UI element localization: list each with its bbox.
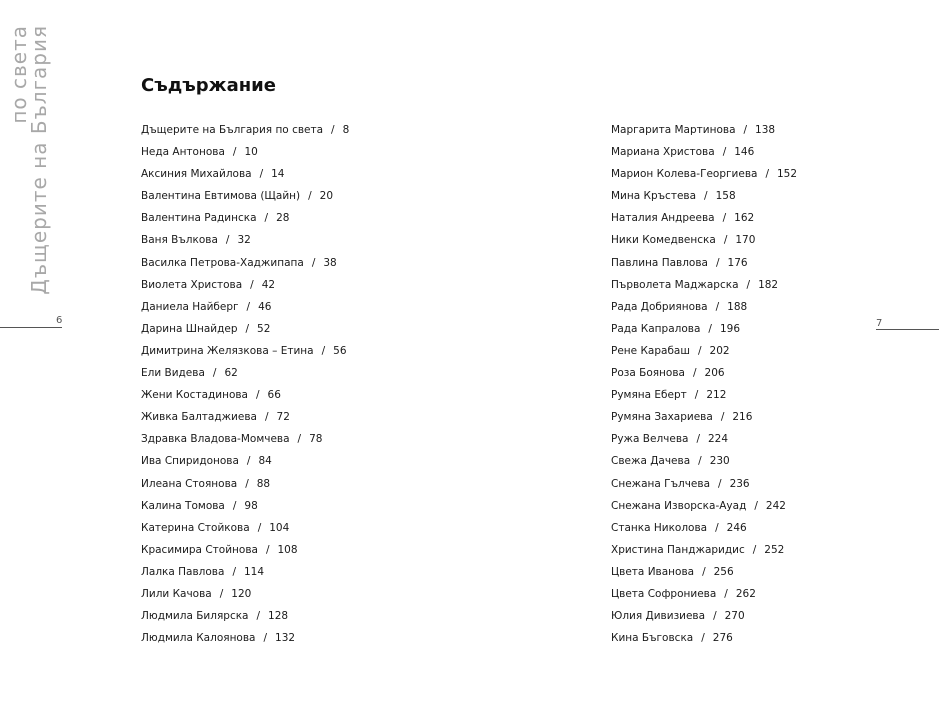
toc-entry-page: 152 [777, 168, 798, 181]
toc-column-right [611, 119, 797, 649]
toc-entry-separator: / [720, 411, 725, 424]
toc-entry [611, 274, 797, 296]
toc-entry [611, 185, 797, 207]
toc-entry-page: 108 [277, 543, 298, 556]
toc-entry-separator: / [232, 499, 237, 512]
toc-entry-page: 62 [224, 367, 238, 380]
toc-entry-name: Румяна Захариева [611, 411, 713, 424]
toc-entry-separator: / [715, 256, 720, 269]
toc-entry-name: Живка Балтаджиева [141, 411, 257, 424]
toc-entry-name: Мариана Христова [611, 146, 715, 159]
toc-entry-separator: / [232, 565, 236, 578]
toc-entry-page: 170 [735, 234, 756, 247]
toc-entry-name: Христина Панджаридис [611, 543, 745, 556]
toc-entry [611, 517, 797, 539]
toc-entry-name: Даниела Найберг [141, 300, 239, 313]
toc-entry-name: Дъщерите на България по света [141, 124, 324, 136]
toc-entry-name: Румяна Еберт [611, 389, 687, 402]
toc-entry-separator: / [264, 212, 269, 225]
toc-entry [611, 318, 797, 340]
toc-entry-separator: / [219, 587, 224, 600]
toc-entry-page: 42 [261, 278, 276, 291]
toc-entry-name: Валентина Радинска [141, 212, 257, 225]
toc-entry [141, 583, 349, 605]
toc-entry [141, 141, 349, 163]
toc-entry-name: Роза Боянова [611, 367, 685, 380]
toc-entry [141, 362, 349, 384]
toc-entry-page: 128 [268, 610, 289, 623]
toc-entry-name: Мина Кръстева [611, 190, 697, 203]
page-rule-left [0, 327, 62, 328]
toc-entry-page: 32 [237, 234, 251, 247]
toc-entry-page: 56 [333, 344, 347, 357]
toc-entry-name: Илеана Стоянова [141, 477, 238, 490]
toc-entry-name: Аксиния Михайлова [141, 168, 252, 181]
page-number-left: 6 [56, 315, 63, 326]
toc-entry-name: Ели Видева [141, 367, 205, 380]
toc-entry-separator: / [754, 499, 758, 512]
toc-entry-separator: / [694, 389, 699, 402]
toc-entry [611, 450, 797, 472]
toc-entry-name: Людмила Билярска [141, 610, 249, 623]
toc-entry-name: Свежа Дачева [611, 455, 691, 468]
toc-entry-separator: / [246, 455, 251, 468]
toc-entry-separator: / [212, 367, 217, 380]
toc-entry-page: 84 [258, 455, 272, 468]
toc-entry-name: Ники Комедвенска [611, 234, 716, 247]
toc-entry-separator: / [746, 278, 751, 291]
toc-entry-separator: / [250, 278, 254, 291]
toc-entry-page: 202 [709, 344, 730, 357]
toc-entry-page: 114 [243, 565, 265, 578]
toc-entry [611, 119, 797, 141]
toc-entry-name: Рене Карабаш [611, 344, 690, 357]
toc-entry [141, 296, 349, 318]
toc-column-left [141, 119, 349, 649]
toc-entry-separator: / [297, 433, 302, 446]
toc-entry-separator: / [259, 168, 264, 181]
toc-entry-page: 72 [276, 411, 290, 424]
toc-entry [611, 495, 797, 517]
toc-entry-name: Рада Добриянова [611, 300, 708, 313]
toc-entry-name: Людмила Калоянова [141, 632, 256, 645]
toc-entry [611, 627, 797, 649]
toc-entry-separator: / [765, 168, 769, 181]
toc-entry-separator: / [257, 521, 262, 534]
toc-entry-name: Снежана Изворска-Ауад [611, 499, 747, 512]
spine-title [5, 15, 49, 395]
toc-entry-page: 270 [724, 610, 745, 623]
toc-entry-page: 38 [323, 256, 337, 269]
toc-entry-page: 138 [755, 124, 776, 136]
toc-entry [611, 340, 797, 362]
toc-entry-separator: / [708, 322, 712, 335]
toc-entry [141, 318, 349, 340]
toc-entry-page: 28 [276, 212, 290, 225]
toc-entry-separator: / [752, 543, 757, 556]
toc-entry [141, 163, 349, 185]
toc-entry-separator: / [245, 477, 249, 490]
toc-entry-name: Юлия Дивизиева [611, 610, 706, 623]
toc-entry-page: 256 [713, 565, 734, 578]
toc-entry [611, 252, 797, 274]
toc-entry [611, 163, 797, 185]
toc-entry-name: Калина Томова [141, 499, 225, 512]
toc-entry-separator: / [264, 411, 269, 424]
toc-entry-name: Кина Бъговска [611, 632, 694, 645]
toc-entry-separator: / [722, 146, 727, 159]
toc-entry [141, 627, 349, 649]
toc-entry-separator: / [225, 234, 230, 247]
spine-line-1: по света [7, 25, 31, 124]
toc-entry-separator: / [232, 146, 237, 159]
toc-entry-name: Марион Колева-Георгиева [611, 168, 758, 181]
toc-entry-page: 246 [726, 521, 747, 534]
toc-entry-separator: / [701, 632, 705, 645]
toc-entry-page: 104 [269, 521, 290, 534]
toc-entry-page: 176 [727, 256, 748, 269]
toc-entry-page: 162 [734, 212, 755, 225]
toc-entry-page: 146 [734, 146, 755, 159]
toc-entry-name: Наталия Андреева [611, 212, 715, 225]
page-title: Съдържание [141, 75, 276, 96]
toc-entry [611, 561, 797, 583]
toc-entry [141, 428, 349, 450]
toc-entry-name: Димитрина Желязкова – Етина [141, 344, 314, 357]
toc-entry [141, 561, 349, 583]
toc-entry [141, 539, 349, 561]
page-rule-right [876, 329, 939, 330]
toc-entry [141, 252, 349, 274]
toc-entry [611, 428, 797, 450]
toc-entry-separator: / [722, 212, 727, 225]
toc-entry-separator: / [265, 543, 270, 556]
toc-entry-separator: / [696, 433, 700, 446]
toc-entry [141, 274, 349, 296]
toc-entry [611, 229, 797, 251]
toc-entry-separator: / [256, 610, 261, 623]
toc-entry [611, 605, 797, 627]
toc-entry-page: 252 [764, 543, 785, 556]
toc-entry-page: 10 [244, 146, 258, 159]
toc-entry-page: 120 [231, 587, 252, 600]
toc-entry-separator: / [715, 300, 720, 313]
toc-entry-name: Цвета Иванова [611, 565, 695, 578]
toc-entry-page: 206 [704, 367, 725, 380]
toc-entry-separator: / [724, 587, 728, 600]
toc-entry-name: Василка Петрова-Хаджипапа [141, 256, 304, 269]
toc-entry-page: 276 [712, 632, 733, 645]
toc-entry-separator: / [743, 124, 748, 136]
toc-entry-name: Здравка Владова-Момчева [141, 433, 290, 446]
toc-entry-name: Рада Капралова [611, 322, 701, 335]
toc-entry-page: 224 [707, 433, 729, 446]
toc-entry [611, 207, 797, 229]
page-number-right: 7 [876, 318, 883, 329]
toc-entry-page: 242 [765, 499, 786, 512]
toc-entry [611, 406, 797, 428]
toc-entry [141, 473, 349, 495]
toc-entry-separator: / [715, 521, 719, 534]
toc-entry-page: 188 [727, 300, 748, 313]
toc-entry-page: 158 [715, 190, 736, 203]
toc-entry-page: 230 [709, 455, 730, 468]
toc-entry-name: Маргарита Мартинова [611, 124, 736, 136]
toc-entry-name: Лили Качова [141, 587, 212, 600]
toc-entry [611, 362, 797, 384]
toc-entry-separator: / [246, 300, 251, 313]
toc-entry-page: 8 [342, 124, 350, 136]
toc-entry [611, 539, 797, 561]
toc-entry-separator: / [702, 565, 706, 578]
toc-entry [611, 141, 797, 163]
toc-entry-name: Красимира Стойнова [141, 543, 258, 556]
toc-entry-name: Ружа Велчева [611, 433, 689, 446]
toc-entry-separator: / [321, 344, 326, 357]
toc-entry [141, 517, 349, 539]
toc-entry [611, 384, 797, 406]
toc-entry-page: 78 [309, 433, 323, 446]
toc-entry-name: Катерина Стойкова [141, 521, 250, 534]
toc-entry [141, 605, 349, 627]
toc-entry-separator: / [308, 190, 312, 203]
toc-entry-page: 196 [719, 322, 741, 335]
toc-entry-separator: / [311, 256, 316, 269]
toc-entry-page: 236 [729, 477, 750, 490]
toc-entry-name: Жени Костадинова [141, 389, 248, 402]
toc-entry-name: Първолета Маджарска [611, 278, 739, 291]
toc-entry-separator: / [263, 632, 268, 645]
toc-entry-name: Валентина Евтимова (Щайн) [141, 190, 301, 203]
toc-entry-page: 182 [758, 278, 779, 291]
toc-entry-separator: / [692, 367, 697, 380]
toc-entry [611, 583, 797, 605]
toc-entry-separator: / [331, 124, 335, 136]
toc-entry-separator: / [718, 477, 722, 490]
toc-entry-page: 262 [735, 587, 756, 600]
toc-entry [141, 384, 349, 406]
toc-entry-separator: / [698, 455, 702, 468]
toc-entry-name: Павлина Павлова [611, 256, 708, 269]
toc-entry-page: 212 [706, 389, 727, 402]
toc-entry-name: Ива Спиридонова [141, 455, 239, 468]
toc-entry-page: 46 [258, 300, 272, 313]
toc-entry [141, 185, 349, 207]
toc-entry-name: Лалка Павлова [141, 565, 225, 578]
toc-entry-name: Снежана Гълчева [611, 477, 711, 490]
toc-entry-page: 132 [275, 632, 296, 645]
toc-entry [141, 406, 349, 428]
toc-entry-page: 52 [257, 322, 271, 335]
toc-entry [141, 119, 349, 141]
toc-entry [141, 495, 349, 517]
toc-entry-separator: / [256, 389, 260, 402]
toc-entry-separator: / [723, 234, 728, 247]
toc-entry-page: 66 [267, 389, 281, 402]
toc-entry-separator: / [697, 344, 702, 357]
toc-entry-separator: / [713, 610, 717, 623]
toc-entry-separator: / [245, 322, 250, 335]
toc-entry [611, 473, 797, 495]
toc-entry-name: Дарина Шнайдер [141, 322, 238, 335]
toc-entry-name: Цвета Софрониева [611, 587, 717, 600]
toc-entry-page: 20 [319, 190, 334, 203]
toc-entry-name: Виолета Христова [141, 278, 243, 291]
toc-entry [141, 207, 349, 229]
toc-entry-page: 98 [244, 499, 258, 512]
toc-entry [141, 340, 349, 362]
toc-entry-separator: / [704, 190, 708, 203]
toc-entry-page: 216 [732, 411, 753, 424]
toc-entry-page: 14 [271, 168, 285, 181]
spine-line-2: Дъщерите на България [27, 25, 51, 295]
toc-entry-name: Ваня Вълкова [141, 234, 218, 247]
toc-entry-name: Станка Николова [611, 521, 708, 534]
toc-entry-page: 88 [256, 477, 271, 490]
toc-entry [611, 296, 797, 318]
toc-entry [141, 229, 349, 251]
toc-entry [141, 450, 349, 472]
toc-entry-name: Неда Антонова [141, 146, 225, 159]
